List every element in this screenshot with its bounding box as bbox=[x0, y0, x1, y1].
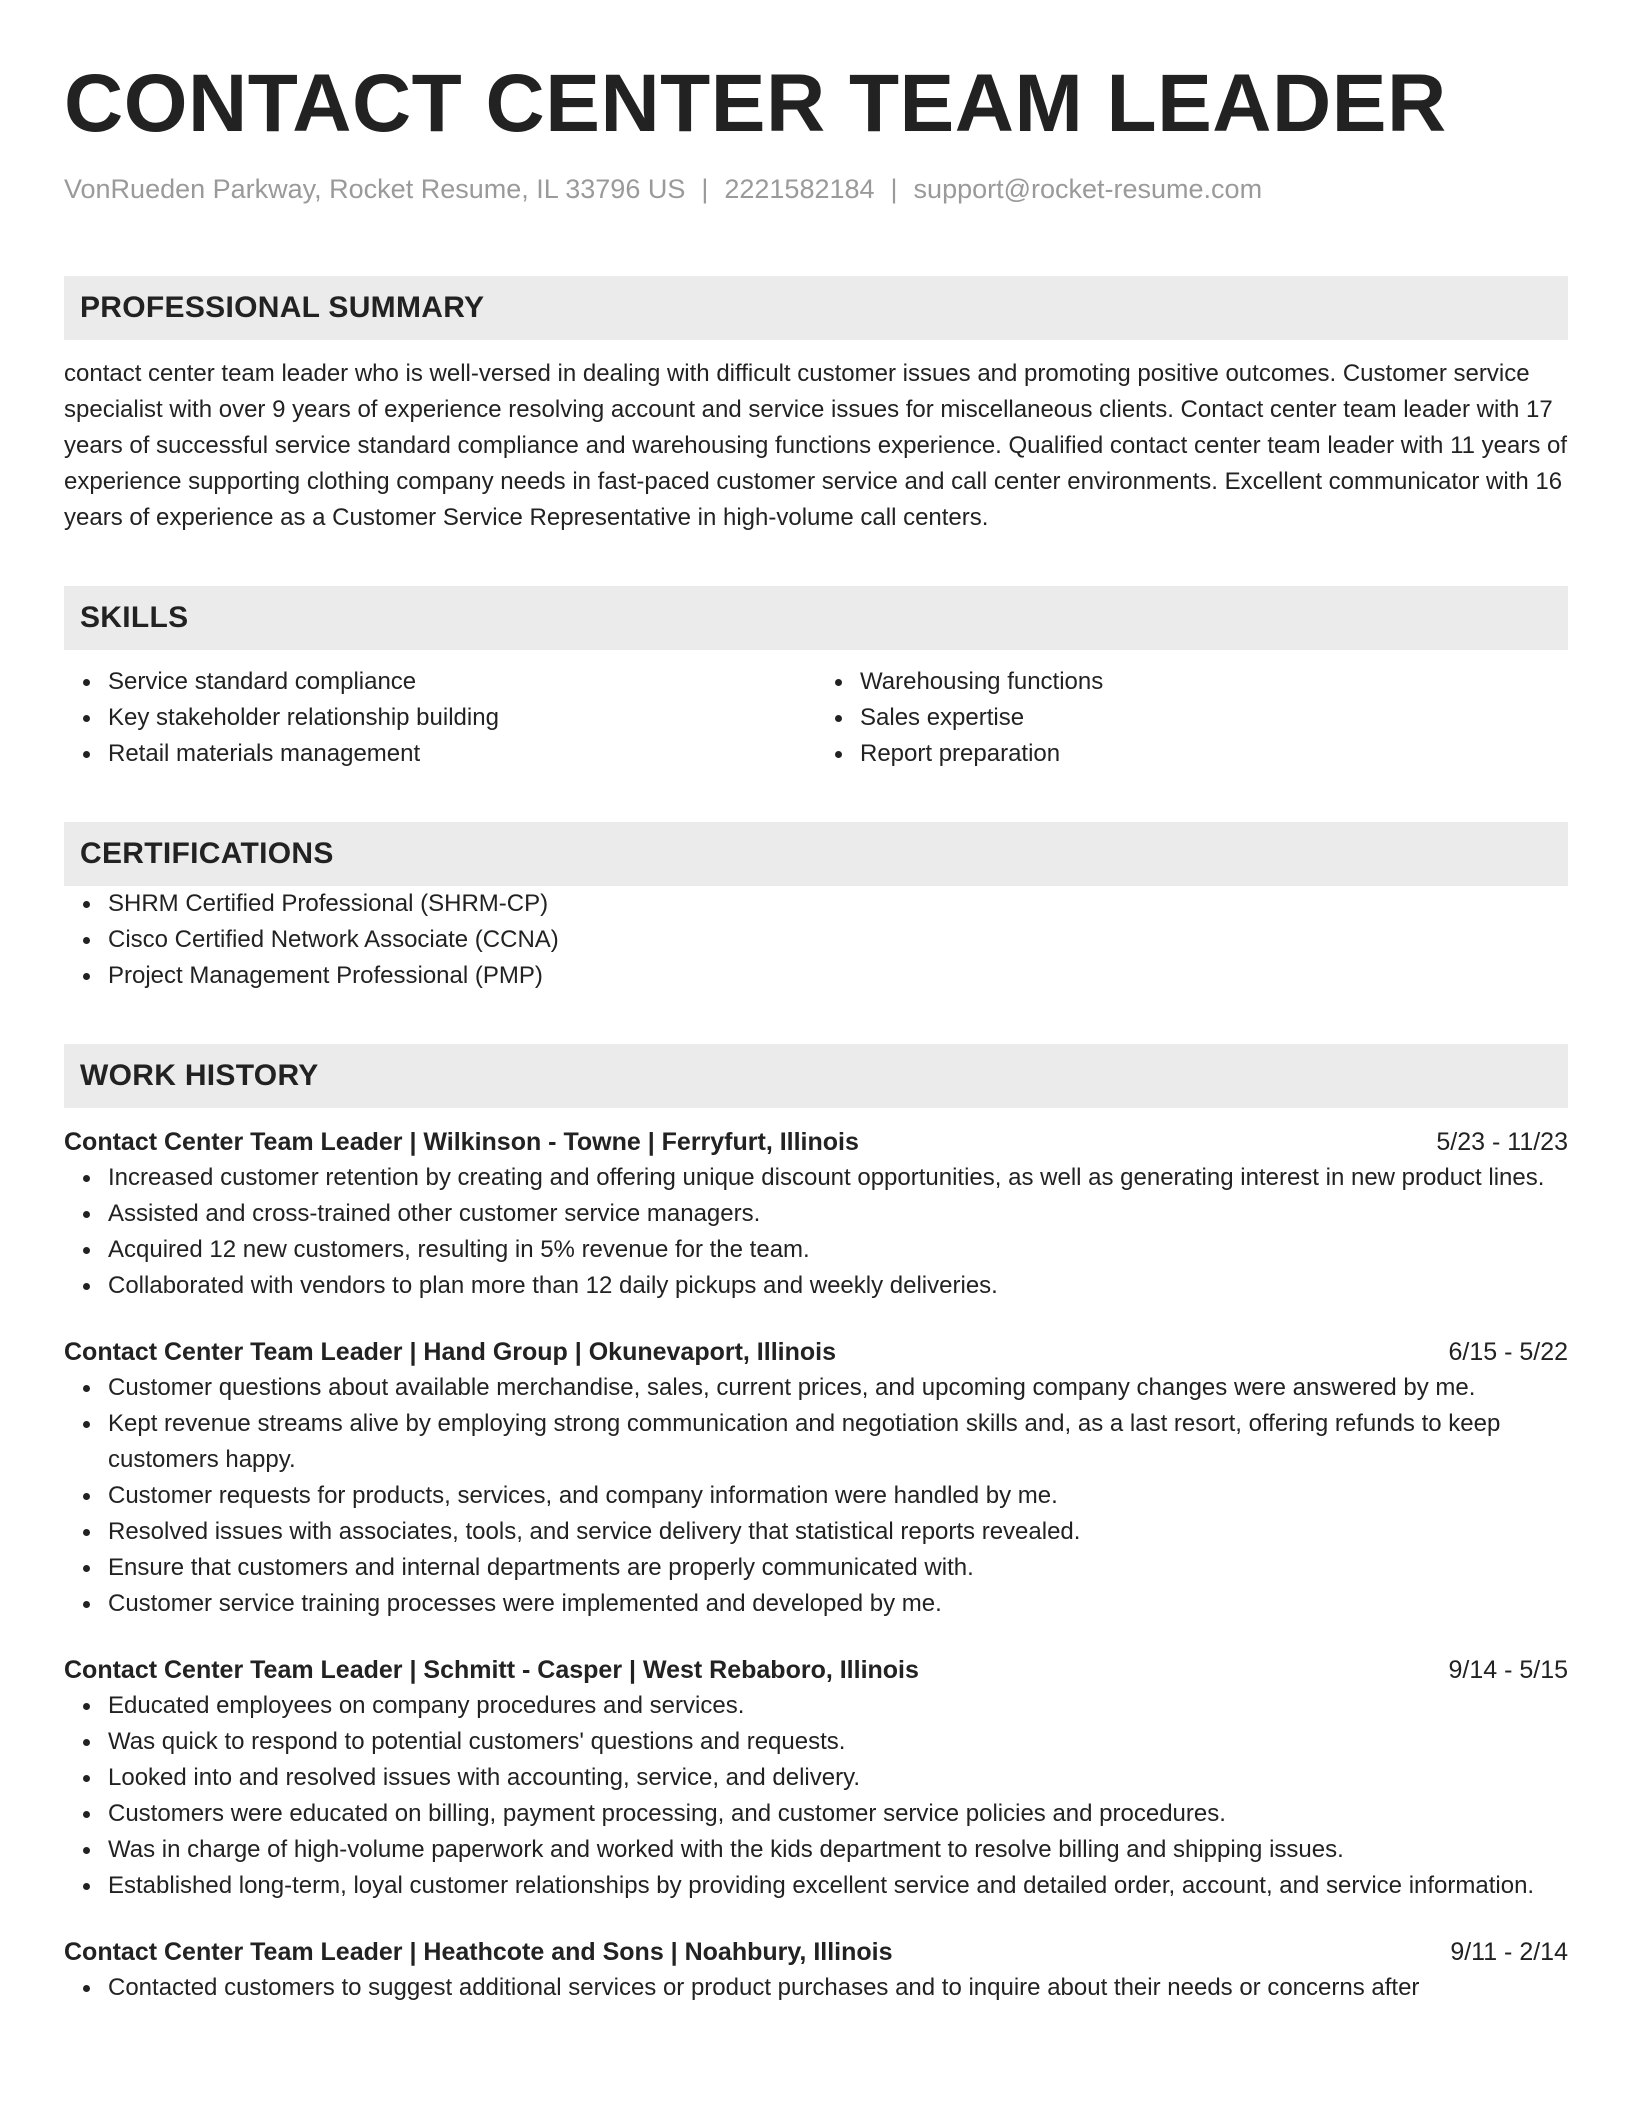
certification-item: Cisco Certified Network Associate (CCNA) bbox=[108, 922, 1568, 958]
job-bullet: Customer requests for products, services, and company information were handled by me. bbox=[108, 1478, 1568, 1514]
job-bullet: Acquired 12 new customers, resulting in 5% revenue for the team. bbox=[108, 1232, 1568, 1268]
job-entry bbox=[64, 1934, 1568, 2006]
job-header bbox=[64, 1934, 1568, 1970]
job-bullets bbox=[64, 1370, 1568, 1622]
skills-column-right bbox=[816, 664, 1568, 772]
contact-address: VonRueden Parkway, Rocket Resume, IL 33796 US bbox=[64, 174, 686, 204]
job-bullet: Customers were educated on billing, payment processing, and customer service policies and procedures. bbox=[108, 1796, 1568, 1832]
job-title: Contact Center Team Leader | Schmitt - Casper | West Rebaboro, Illinois bbox=[64, 1656, 919, 1684]
job-entry bbox=[64, 1652, 1568, 1904]
job-title: Contact Center Team Leader | Hand Group | Okunevaport, Illinois bbox=[64, 1338, 836, 1366]
job-dates: 9/11 - 2/14 bbox=[1450, 1938, 1568, 1966]
skill-item: Key stakeholder relationship building bbox=[108, 700, 816, 736]
job-title: Contact Center Team Leader | Wilkinson - Towne | Ferryfurt, Illinois bbox=[64, 1128, 859, 1156]
job-header bbox=[64, 1124, 1568, 1160]
job-dates: 6/15 - 5/22 bbox=[1448, 1338, 1568, 1366]
job-header bbox=[64, 1652, 1568, 1688]
job-bullet: Was quick to respond to potential customers' questions and requests. bbox=[108, 1724, 1568, 1760]
contact-email: support@rocket-resume.com bbox=[913, 174, 1263, 204]
job-bullet: Increased customer retention by creating and offering unique discount opportunities, as well as generating interest in new product lines. bbox=[108, 1160, 1568, 1196]
skills-list bbox=[64, 664, 1568, 772]
job-entry bbox=[64, 1124, 1568, 1304]
job-entry bbox=[64, 1334, 1568, 1622]
contact-phone: 2221582184 bbox=[724, 174, 875, 204]
job-bullet: Established long-term, loyal customer relationships by providing excellent service and detailed order, account, and service information. bbox=[108, 1868, 1568, 1904]
job-bullet: Customer service training processes were implemented and developed by me. bbox=[108, 1586, 1568, 1622]
job-header bbox=[64, 1334, 1568, 1370]
skill-item: Sales expertise bbox=[860, 700, 1568, 736]
job-bullets bbox=[64, 1970, 1568, 2006]
resume-title: CONTACT CENTER TEAM LEADER bbox=[64, 58, 1447, 149]
job-bullet: Assisted and cross-trained other customer service managers. bbox=[108, 1196, 1568, 1232]
certification-item: Project Management Professional (PMP) bbox=[108, 958, 1568, 994]
job-bullet: Looked into and resolved issues with accounting, service, and delivery. bbox=[108, 1760, 1568, 1796]
summary-text: contact center team leader who is well-versed in dealing with difficult customer issues and promoting positive outcomes. Customer service specialist with over 9 years of experience resolving account and service issues for miscellaneous clients. Contact center team leader with 17 years of successful service standard compliance and warehousing functions experience. Qualified contact center team leader with 11 years of experience supporting clothing company needs in fast-paced customer service and call center environments. Excellent communicator with 16 years of experience as a Customer Service Representative in high-volume call centers. bbox=[64, 360, 1568, 531]
contact-separator: | bbox=[890, 174, 898, 204]
section-heading-work-history: WORK HISTORY bbox=[64, 1044, 1568, 1108]
job-title: Contact Center Team Leader | Heathcote and Sons | Noahbury, Illinois bbox=[64, 1938, 893, 1966]
job-bullet: Kept revenue streams alive by employing strong communication and negotiation skills and, as a last resort, offering refunds to keep customers happy. bbox=[108, 1406, 1568, 1478]
job-bullet: Customer questions about available merchandise, sales, current prices, and upcoming company changes were answered by me. bbox=[108, 1370, 1568, 1406]
section-heading-summary: PROFESSIONAL SUMMARY bbox=[64, 276, 1568, 340]
skill-item: Warehousing functions bbox=[860, 664, 1568, 700]
job-bullet: Resolved issues with associates, tools, and service delivery that statistical reports revealed. bbox=[108, 1514, 1568, 1550]
certification-item: SHRM Certified Professional (SHRM-CP) bbox=[108, 886, 1568, 922]
skill-item: Service standard compliance bbox=[108, 664, 816, 700]
certifications-list bbox=[64, 886, 1568, 994]
job-bullet: Ensure that customers and internal departments are properly communicated with. bbox=[108, 1550, 1568, 1586]
contact-separator: | bbox=[701, 174, 709, 204]
contact-line bbox=[64, 172, 1568, 206]
job-bullet: Educated employees on company procedures and services. bbox=[108, 1688, 1568, 1724]
job-dates: 5/23 - 11/23 bbox=[1436, 1128, 1568, 1156]
skill-item: Retail materials management bbox=[108, 736, 816, 772]
skills-column-left bbox=[64, 664, 816, 772]
job-bullet: Was in charge of high-volume paperwork and worked with the kids department to resolve billing and shipping issues. bbox=[108, 1832, 1568, 1868]
job-bullet: Collaborated with vendors to plan more than 12 daily pickups and weekly deliveries. bbox=[108, 1268, 1568, 1304]
section-heading-certifications: CERTIFICATIONS bbox=[64, 822, 1568, 886]
skill-item: Report preparation bbox=[860, 736, 1568, 772]
job-bullets bbox=[64, 1160, 1568, 1304]
job-dates: 9/14 - 5/15 bbox=[1448, 1656, 1568, 1684]
job-bullet: Contacted customers to suggest additional services or product purchases and to inquire about their needs or concerns after bbox=[108, 1970, 1568, 2006]
job-bullets bbox=[64, 1688, 1568, 1904]
section-heading-skills: SKILLS bbox=[64, 586, 1568, 650]
